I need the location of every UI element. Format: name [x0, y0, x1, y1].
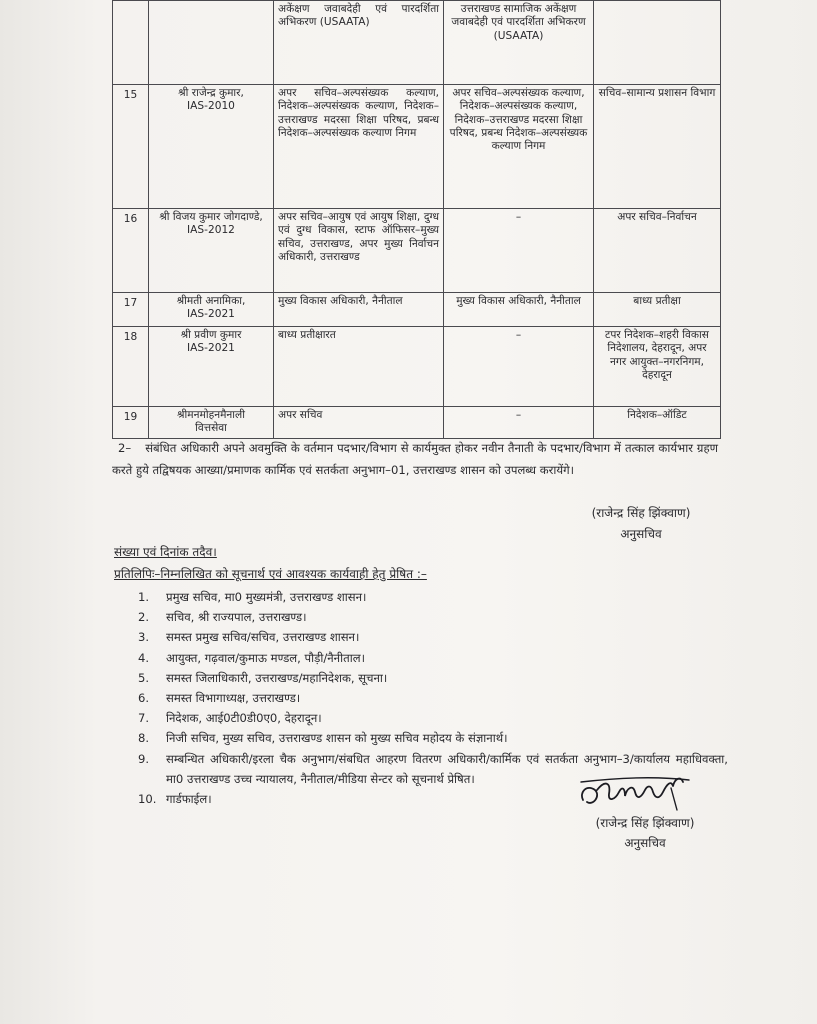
- serial-cell: 18: [113, 327, 149, 407]
- proposed-post-cell: अपर सचिव–निर्वाचन: [594, 209, 721, 293]
- officer-name: श्री विजय कुमार जोगदाण्डे,: [159, 211, 263, 223]
- instruction-paragraph: [112, 437, 718, 481]
- new-post-cell: उत्तराखण्ड सामाजिक अकेंक्षण जवाबदेही एवं पारदर्शिता अभिकरण (USAATA): [444, 1, 594, 85]
- paragraph-number: 2–: [118, 441, 132, 455]
- serial-cell: [113, 1, 149, 85]
- officer-name-cell: [149, 209, 274, 293]
- signatory-designation: अनुसचिव: [624, 836, 666, 850]
- list-item: 1. प्रमुख सचिव, मा0 मुख्यमंत्री, उत्तराखण्ड शासन।: [138, 590, 367, 604]
- officer-service: IAS-2010: [187, 100, 235, 113]
- table-row: [113, 327, 721, 407]
- table-row: [113, 293, 721, 327]
- current-post-cell: अकेंक्षण जवाबदेही एवं पारदर्शिता अभिकरण (USAATA): [274, 1, 444, 85]
- current-post-cell: मुख्य विकास अधिकारी, नैनीताल: [274, 293, 444, 327]
- table-row: [113, 1, 721, 85]
- officer-name: श्री प्रवीण कुमार: [180, 329, 242, 341]
- list-item: 4. आयुक्त, गढ़वाल/कुमाऊ मण्डल, पौड़ी/नैनीताल।: [138, 650, 365, 665]
- list-item: 3. समस्त प्रमुख सचिव/सचिव, उत्तराखण्ड शासन।: [138, 630, 360, 645]
- officer-service: IAS-2012: [187, 224, 235, 237]
- officer-name-cell: [149, 293, 274, 327]
- signatory-designation: अनुसचिव: [620, 527, 662, 541]
- copy-to-label: प्रतिलिपिः–: [114, 567, 161, 581]
- officer-service: वित्तसेवा: [195, 422, 227, 435]
- list-item: 6. समस्त विभागाध्यक्ष, उत्तराखण्ड।: [138, 691, 301, 706]
- table-row: [113, 209, 721, 293]
- paragraph-text: संबंधित अधिकारी अपने अवमुक्ति के वर्तमान पदभार/विभाग से कार्यमुक्त होकर नवीन तैनाती के पदभार/विभाग में तत्काल कार्यभार ग्रहण करते हुये तद्विषयक आख्या/प्रमाणक कार्मिक एवं सतर्कता अनुभाग–01, उत्तराखण्ड शासन को उपलब्ध करायेंगे।: [112, 441, 718, 477]
- officer-name: श्री राजेन्द्र कुमार,: [178, 87, 244, 99]
- list-item: 2. सचिव, श्री राज्यपाल, उत्तराखण्ड।: [138, 610, 307, 625]
- signature-block-top: [556, 503, 726, 545]
- new-post-cell: –: [444, 327, 594, 407]
- new-post-cell: –: [444, 209, 594, 293]
- list-item: 10. गार्डफाईल।: [138, 792, 212, 807]
- officer-name: श्रीमती अनामिका,: [176, 295, 246, 307]
- officer-service: IAS-2021: [187, 308, 235, 321]
- signature-block-bottom: [560, 813, 730, 853]
- current-post-cell: अपर सचिव: [274, 407, 444, 439]
- current-post-cell: अपर सचिव–आयुष एवं आयुष शिक्षा, दुग्ध एवं दुग्ध विकास, स्टाफ ऑफिसर–मुख्य सचिव, उत्तराखण्ड, अपर मुख्य निर्वाचन अधिकारी, उत्तराखण्ड: [274, 209, 444, 293]
- copy-to-text: निम्नलिखित को सूचनार्थ एवं आवश्यक कार्यवाही हेतु प्रेषित :–: [160, 567, 427, 581]
- officer-name-cell: [149, 1, 274, 85]
- list-item: 5. समस्त जिलाधिकारी, उत्तराखण्ड/महानिदेशक, सूचना।: [138, 670, 388, 685]
- reference-line: संख्या एवं दिनांक तदैव।: [114, 545, 217, 559]
- serial-cell: 16: [113, 209, 149, 293]
- list-item: 7. निदेशक, आई0टी0डी0ए0, देहरादून।: [138, 711, 322, 726]
- list-item: 8. निजी सचिव, मुख्य सचिव, उत्तराखण्ड शासन को मुख्य सचिव महोदय के संज्ञानार्थ।: [138, 731, 508, 746]
- signatory-name: (राजेन्द्र सिंह झिंक्वाण): [591, 506, 691, 520]
- officer-name-cell: [149, 85, 274, 209]
- table-row: [113, 85, 721, 209]
- new-post-cell: –: [444, 407, 594, 439]
- transfer-table: [112, 0, 721, 439]
- list-item: 9. सम्बन्धित अधिकारी/इरला चैक अनुभाग/संबधित आहरण वितरण अधिकारी/कार्मिक एवं सतर्कता अनुभाग–3/कार्यालय महाधिवक्ता, मा0 उत्तराखण्ड उच्च न्यायालय, नैनीताल/मीडिया सेन्टर को सूचनार्थ प्रेषित।: [138, 751, 728, 786]
- officer-name-cell: [149, 407, 274, 439]
- serial-cell: 17: [113, 293, 149, 327]
- officer-name-cell: [149, 327, 274, 407]
- current-post-cell: बाध्य प्रतीक्षारत: [274, 327, 444, 407]
- new-post-cell: अपर सचिव–अल्पसंख्यक कल्याण, निदेशक–अल्पसंख्यक कल्याण, निदेशक–उत्तराखण्ड मदरसा शिक्षा परिषद, प्रबन्ध निदेशक–अल्पसंख्यक कल्याण निगम: [444, 85, 594, 209]
- new-post-cell: मुख्य विकास अधिकारी, नैनीताल: [444, 293, 594, 327]
- proposed-post-cell: बाध्य प्रतीक्षा: [594, 293, 721, 327]
- serial-cell: 19: [113, 407, 149, 439]
- signatory-name: (राजेन्द्र सिंह झिंक्वाण): [595, 816, 695, 830]
- officer-name: श्रीमनमोहनमैनाली: [177, 409, 245, 421]
- copy-to-heading: [114, 565, 427, 582]
- proposed-post-cell: निदेशक–ऑडिट: [594, 407, 721, 439]
- current-post-cell: अपर सचिव–अल्पसंख्यक कल्याण, निदेशक–अल्पसंख्यक कल्याण, निदेशक–उत्तराखण्ड मदरसा शिक्षा परिषद, प्रबन्ध निदेशक–अल्पसंख्यक कल्याण निगम: [274, 85, 444, 209]
- officer-service: IAS-2021: [187, 342, 235, 355]
- proposed-post-cell: सचिव–सामान्य प्रशासन विभाग: [594, 85, 721, 209]
- proposed-post-cell: टपर निदेशक–शहरी विकास निदेशालय, देहरादून, अपर नगर आयुक्त–नगरनिगम, देहरादून: [594, 327, 721, 407]
- serial-cell: 15: [113, 85, 149, 209]
- proposed-post-cell: [594, 1, 721, 85]
- table-row: [113, 407, 721, 439]
